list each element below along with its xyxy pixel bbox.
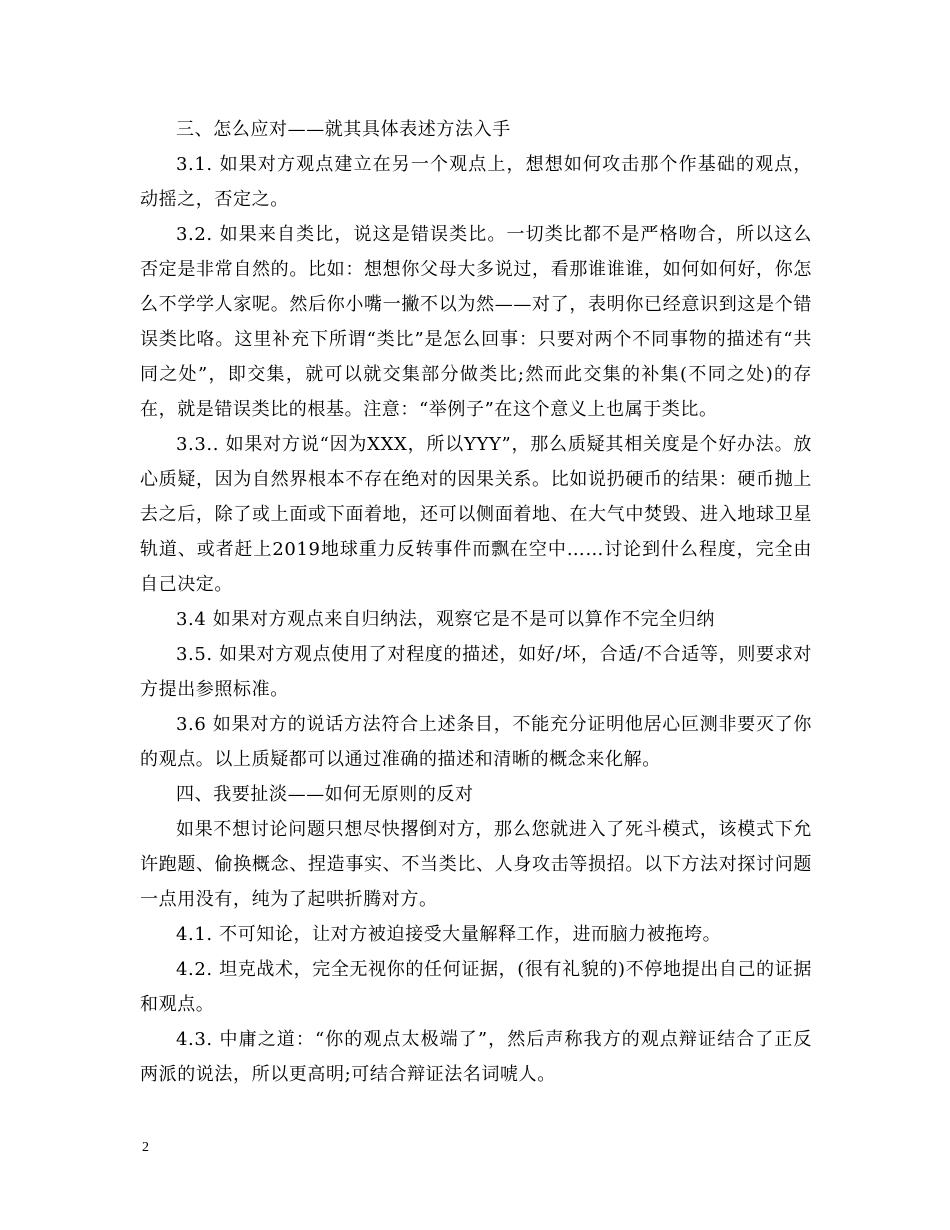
paragraph-4-2: 4.2. 坦克战术，完全无视你的任何证据，(很有礼貌的)不停地提出自己的证据和观点。: [140, 959, 812, 1015]
page-number: 2: [142, 1140, 149, 1155]
paragraph-4-intro: 如果不想讨论问题只想尽快撂倒对方，那么您就进入了死斗模式，该模式下允许跑题、偷换概念、捏造事实、不当类比、人身攻击等损招。以下方法对探讨问题一点用没有，纯为了起哄折腾对方。: [140, 819, 812, 910]
section-heading-3: 三、怎么应对——就其具体表述方法入手: [176, 119, 511, 140]
paragraph-3-6: 3.6 如果对方的说话方法符合上述条目，不能充分证明他居心叵测非要灭了你的观点。以上质疑都可以通过准确的描述和清晰的概念来化解。: [140, 714, 812, 770]
section-heading-4: 四、我要扯淡——如何无原则的反对: [176, 784, 474, 805]
paragraph-3-3: 3.3.. 如果对方说“因为XXX，所以YYY”，那么质疑其相关度是个好办法。放心质疑，因为自然界根本不存在绝对的因果关系。比如说扔硬币的结果：硬币抛上去之后，除了或上面或下面着地，还可以侧面着地、在大气中焚毁、进入地球卫星轨道、或者赶上2019地球重力反转事件而飘在空中……讨论到什么程度，完全由自己决定。: [140, 434, 812, 595]
document-body: [140, 112, 812, 1092]
paragraph-3-2: 3.2. 如果来自类比，说这是错误类比。一切类比都不是严格吻合，所以这么否定是非常自然的。比如：想想你父母大多说过，看那谁谁谁，如何如何好，你怎么不学学人家呢。然后你小嘴一撇不以为然——对了，表明你已经意识到这是个错误类比咯。这里补充下所谓“类比”是怎么回事：只要对两个不同事物的描述有“共同之处”，即交集，就可以就交集部分做类比;然而此交集的补集(不同之处)的存在，就是错误类比的根基。注意：“举例子”在这个意义上也属于类比。: [140, 224, 812, 420]
paragraph-3-4: 3.4 如果对方观点来自归纳法，观察它是不是可以算作不完全归纳: [176, 609, 715, 630]
paragraph-4-3: 4.3. 中庸之道：“你的观点太极端了”，然后声称我方的观点辩证结合了正反两派的说法，所以更高明;可结合辩证法名词唬人。: [140, 1029, 812, 1085]
paragraph-3-1: 3.1. 如果对方观点建立在另一个观点上，想想如何攻击那个作基础的观点，动摇之，否定之。: [140, 154, 812, 210]
paragraph-3-5: 3.5. 如果对方观点使用了对程度的描述，如好/坏，合适/不合适等，则要求对方提出参照标准。: [140, 644, 812, 700]
paragraph-4-1: 4.1. 不可知论，让对方被迫接受大量解释工作，进而脑力被拖垮。: [176, 924, 722, 945]
